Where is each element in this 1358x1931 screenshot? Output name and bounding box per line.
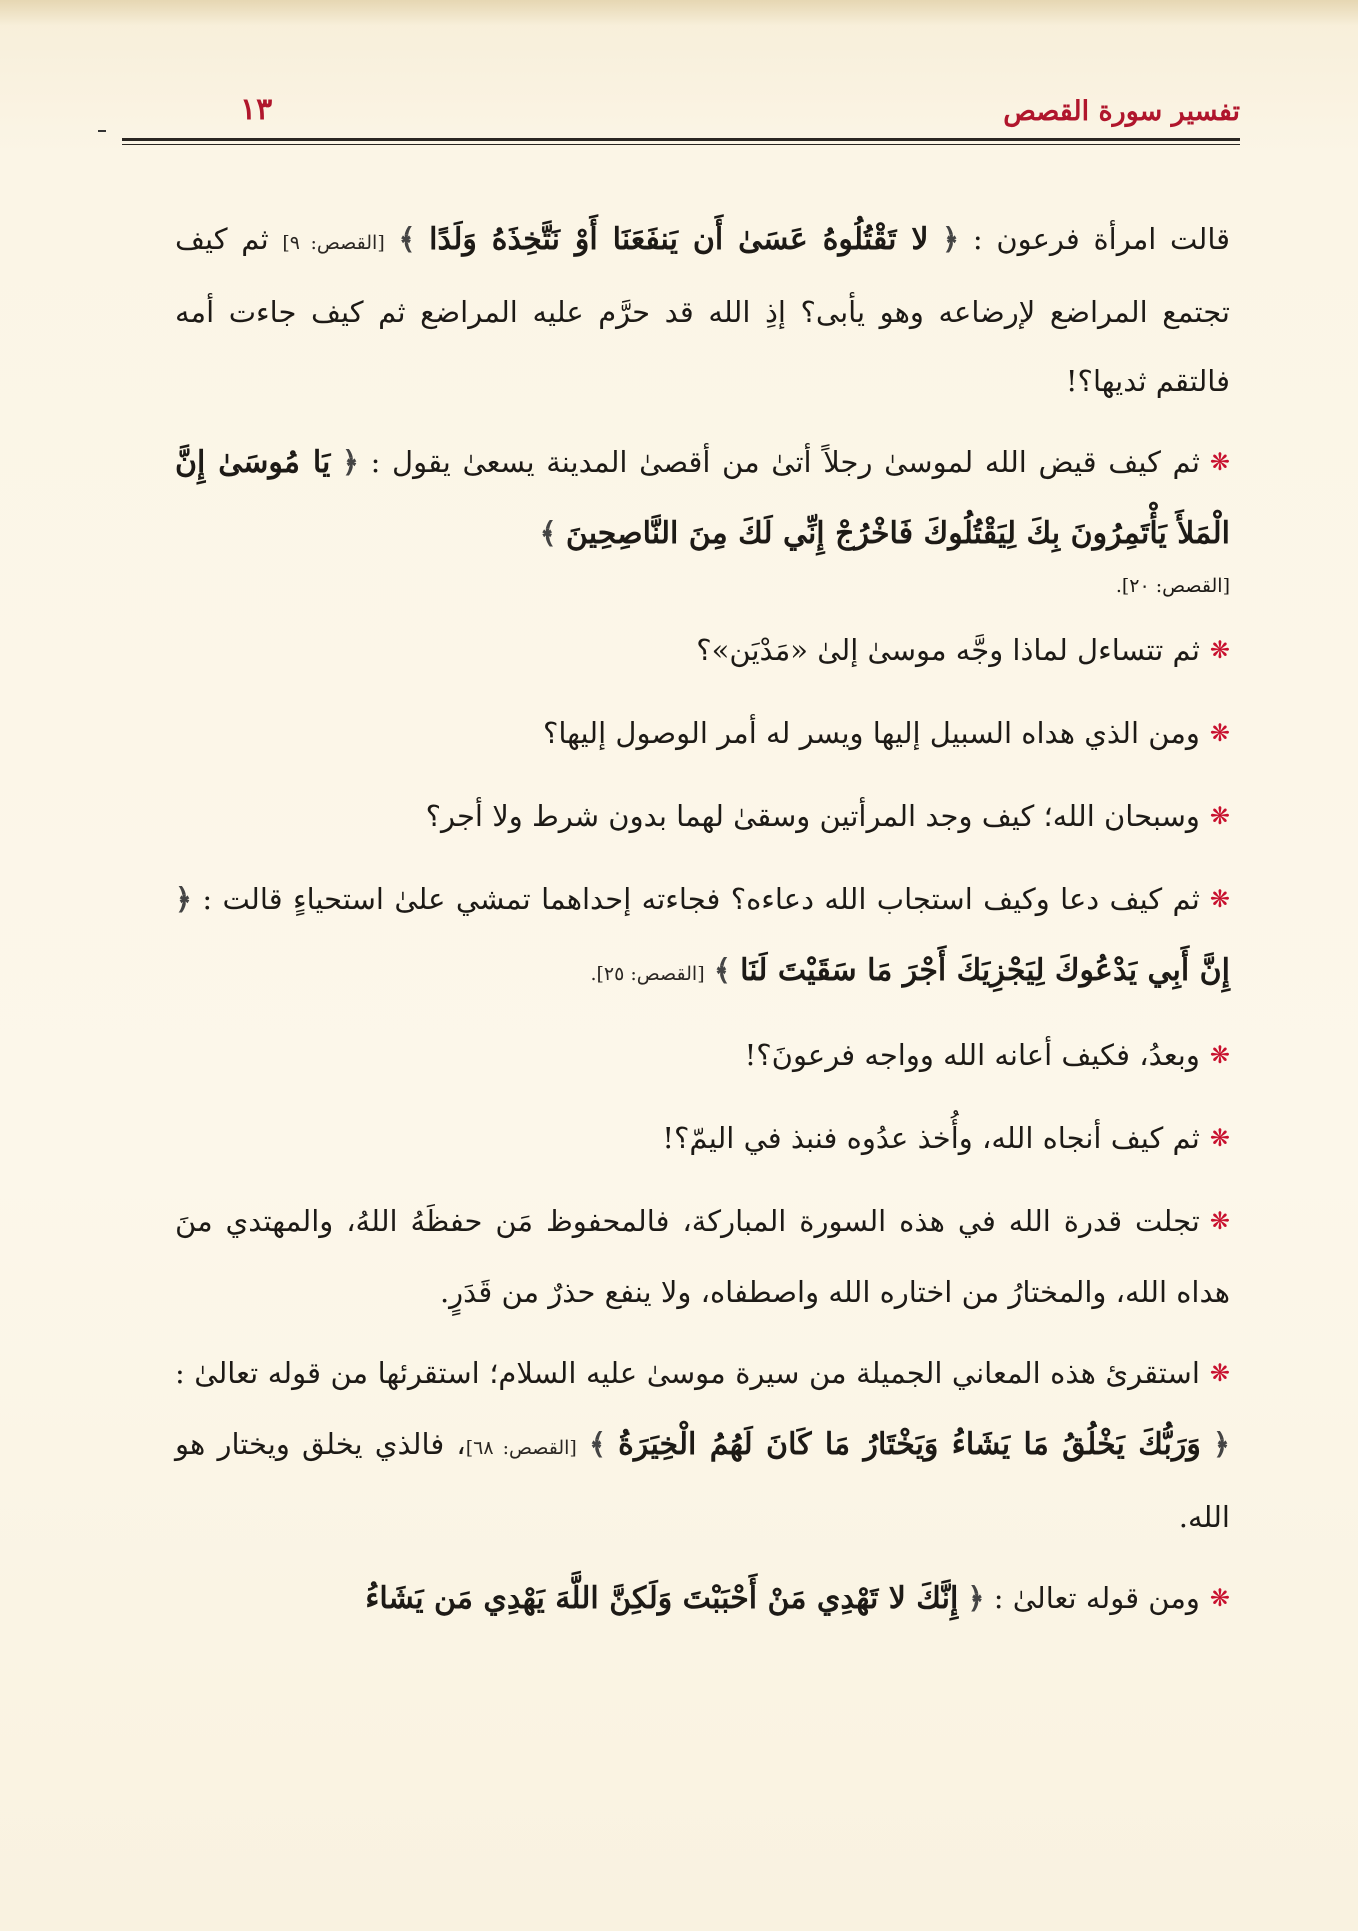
bullet-icon: ❋ (1209, 885, 1230, 913)
verse-reference: [القصص: ٦٨] (465, 1437, 577, 1459)
page-number: ١٣ (240, 92, 273, 127)
quran-close-ornament: ﴾ (539, 516, 557, 550)
bullet-icon: ❋ (1209, 1124, 1230, 1152)
paragraph: ❋ومن قوله تعالىٰ : ﴿ إِنَّكَ لا تَهْدِي مَنْ أَحْبَبْتَ وَلَكِنَّ اللَّهَ يَهْدِي مَن يَشَاءُ (175, 1564, 1230, 1635)
bullet-icon: ❋ (1209, 802, 1230, 830)
quran-verse: إِنَّكَ لا تَهْدِي مَنْ أَحْبَبْتَ وَلَكِنَّ اللَّهَ يَهْدِي مَن يَشَاءُ (365, 1581, 959, 1616)
quran-close-ornament: ﴾ (713, 953, 731, 987)
quran-verse: يَا مُوسَىٰ إِنَّ الْمَلأَ يَأْتَمِرُونَ بِكَ لِيَقْتُلُوكَ فَاخْرُجْ إِنِّي لَكَ مِنَ النَّاصِحِينَ (175, 445, 1230, 551)
paragraph: ❋وسبحان الله؛ كيف وجد المرأتين وسقىٰ لهما بدون شرط ولا أجر؟ (175, 782, 1230, 853)
quran-verse: إِنَّ أَبِي يَدْعُوكَ لِيَجْزِيَكَ أَجْرَ مَا سَقَيْتَ لَنَا (740, 953, 1230, 988)
body-text (175, 205, 1230, 1647)
quran-open-ornament: ﴿ (942, 222, 960, 256)
quran-verse: وَرَبُّكَ يَخْلُقُ مَا يَشَاءُ وَيَخْتَارُ مَا كَانَ لَهُمُ الْخِيَرَةُ (618, 1427, 1201, 1462)
paragraph: ❋ومن الذي هداه السبيل إليها ويسر له أمر الوصول إليها؟ (175, 699, 1230, 770)
quran-verse: لا تَقْتُلُوهُ عَسَىٰ أَن يَنفَعَنَا أَوْ نَتَّخِذَهُ وَلَدًا (429, 222, 929, 257)
paragraph: ❋تجلت قدرة الله في هذه السورة المباركة، فالمحفوظ مَن حفظَهُ اللهُ، والمهتدي منَ هداه الله، والمختارُ من اختاره الله واصطفاه، ولا ينفع حذرٌ من قَدَرٍ. (175, 1187, 1230, 1327)
header-rule-thin (122, 144, 1240, 145)
header-title: تفسير سورة القصص (1003, 96, 1240, 127)
paragraph: ❋ثم كيف دعا وكيف استجاب الله دعاءه؟ فجاءته إحداهما تمشي علىٰ استحياءٍ قالت : ﴿ إِنَّ أَبِي يَدْعُوكَ لِيَجْزِيَكَ أَجْرَ مَا سَقَيْتَ لَنَا ﴾ [القصص: ٢٥]. (175, 865, 1230, 1009)
bullet-icon: ❋ (1209, 1041, 1230, 1069)
paragraph: ❋ثم كيف أنجاه الله، وأُخذ عدُوه فنبذ في اليمّ؟! (175, 1104, 1230, 1175)
margin-mark (98, 130, 106, 132)
bullet-icon: ❋ (1209, 636, 1230, 664)
header-rule (122, 138, 1240, 141)
verse-reference: [القصص: ٢٥]. (590, 963, 705, 985)
verse-reference: [القصص: ٩] (282, 232, 385, 254)
paragraph: ❋وبعدُ، فكيف أعانه الله وواجه فرعونَ؟! (175, 1021, 1230, 1092)
quran-open-ornament: ﴿ (341, 445, 359, 479)
quran-open-ornament: ﴿ (1213, 1427, 1230, 1461)
paragraph: ❋استقرئ هذه المعاني الجميلة من سيرة موسىٰ عليه السلام؛ استقرئها من قوله تعالىٰ : ﴿ وَرَبُّكَ يَخْلُقُ مَا يَشَاءُ وَيَخْتَارُ مَا كَانَ لَهُمُ الْخِيَرَةُ ﴾ [القصص: ٦٨]، فالذي يخلق ويختار هو الله. (175, 1339, 1230, 1552)
quran-close-ornament: ﴾ (589, 1427, 606, 1461)
verse-reference: [القصص: ٢٠]. (1115, 575, 1230, 597)
bullet-icon: ❋ (1209, 1359, 1230, 1387)
paragraph: ❋ثم كيف قيض الله لموسىٰ رجلاً أتىٰ من أقصىٰ المدينة يسعىٰ يقول : ﴿ يَا مُوسَىٰ إِنَّ الْمَلأَ يَأْتَمِرُونَ بِكَ لِيَقْتُلُوكَ فَاخْرُجْ إِنِّي لَكَ مِنَ النَّاصِحِينَ ﴾ (175, 428, 1230, 568)
bullet-icon: ❋ (1209, 1584, 1230, 1612)
quran-open-ornament: ﴿ (175, 882, 192, 916)
page-top-edge (0, 0, 1358, 26)
bullet-icon: ❋ (1209, 719, 1230, 747)
paragraph: ❋ثم تتساءل لماذا وجَّه موسىٰ إلىٰ «مَدْيَن»؟ (175, 616, 1230, 687)
bullet-icon: ❋ (1209, 1207, 1230, 1235)
bullet-icon: ❋ (1209, 448, 1231, 476)
paragraph: قالت امرأة فرعون : ﴿ لا تَقْتُلُوهُ عَسَىٰ أَن يَنفَعَنَا أَوْ نَتَّخِذَهُ وَلَدًا ﴾ [القصص: ٩] ثم كيف تجتمع المراضع لإرضاعه وهو يأبى؟ إذِ الله قد حرَّم عليه المراضع ثم كيف جاءت أمه فالتقم ثديها؟! (175, 222, 1231, 398)
quran-close-ornament: ﴾ (398, 222, 416, 256)
running-header (122, 92, 1240, 140)
quran-open-ornament: ﴿ (967, 1581, 985, 1615)
